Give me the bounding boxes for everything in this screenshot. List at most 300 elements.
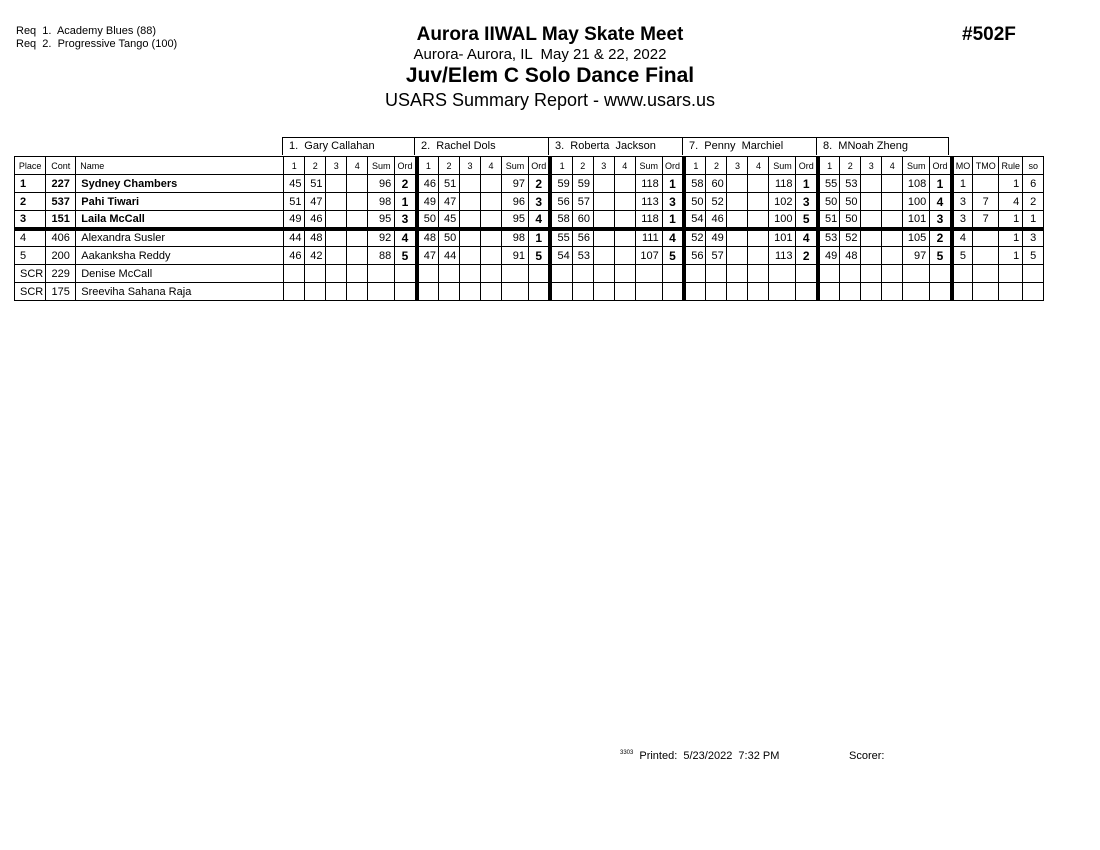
judge-5-score-1-cell: 51 (818, 211, 840, 229)
judge-5-score-4-cell (882, 193, 903, 211)
judge-2-ord-cell: 2 (528, 175, 550, 193)
name-cell: Denise McCall (76, 265, 284, 283)
judge-4-score-2-cell: 60 (706, 175, 727, 193)
judge-5-ord-cell: 5 (930, 247, 952, 265)
judge-2-col-1-header: 1 (417, 157, 439, 175)
judge-3-score-1-cell: 54 (550, 247, 572, 265)
column-header-row (15, 157, 1044, 175)
judge-1-score-4-cell (347, 265, 368, 283)
judge-1-sum-cell: 95 (368, 211, 395, 229)
table-row (15, 211, 1044, 229)
place-cell: 4 (15, 229, 46, 247)
tmo-cell (973, 175, 999, 193)
judge-2-score-4-cell (480, 247, 501, 265)
place-cell: SCR (15, 283, 46, 301)
judge-3-col-4-header: 4 (614, 157, 635, 175)
judge-5-score-2-cell (840, 265, 861, 283)
mo-cell: 4 (952, 229, 973, 247)
judge-1-col-ord-header: Ord (395, 157, 417, 175)
judge-4-ord-cell: 3 (796, 193, 818, 211)
table-row (15, 283, 1044, 301)
rule-cell: 1 (999, 211, 1023, 229)
judge-3-score-3-cell (593, 283, 614, 301)
judge-4-score-1-cell: 58 (684, 175, 706, 193)
judge-name: 1. Gary Callahan (282, 137, 415, 155)
name-cell: Aakanksha Reddy (76, 247, 284, 265)
judge-1-score-3-cell (326, 283, 347, 301)
judge-4-sum-cell: 101 (769, 229, 796, 247)
judge-5-score-3-cell (861, 283, 882, 301)
judge-2-score-3-cell (459, 265, 480, 283)
name-cell: Pahi Tiwari (76, 193, 284, 211)
scorer-label: Scorer: (849, 750, 885, 762)
judge-5-score-1-cell (818, 283, 840, 301)
judge-4-sum-cell: 102 (769, 193, 796, 211)
judge-5-score-4-cell (882, 229, 903, 247)
judge-5-sum-cell (903, 265, 930, 283)
judge-3-score-3-cell (593, 211, 614, 229)
cont-cell: 175 (46, 283, 76, 301)
table-row (15, 247, 1044, 265)
judge-3-score-4-cell (614, 211, 635, 229)
judge-5-sum-cell: 108 (903, 175, 930, 193)
so-cell: 3 (1023, 229, 1044, 247)
judge-1-col-sum-header: Sum (368, 157, 395, 175)
judge-2-score-3-cell (459, 283, 480, 301)
judge-5-score-1-cell: 49 (818, 247, 840, 265)
judge-name: 8. MNoah Zheng (816, 137, 949, 155)
judge-1-score-3-cell (326, 193, 347, 211)
judge-2-score-3-cell (459, 193, 480, 211)
judge-2-score-3-cell (459, 247, 480, 265)
judge-3-score-1-cell: 55 (550, 229, 572, 247)
judge-1-score-4-cell (347, 193, 368, 211)
judge-4-score-2-cell (706, 283, 727, 301)
judge-5-col-1-header: 1 (818, 157, 840, 175)
judge-4-score-4-cell (748, 193, 769, 211)
printed-text: Printed: 5/23/2022 7:32 PM (639, 750, 780, 762)
judge-5-score-4-cell (882, 265, 903, 283)
judge-2-ord-cell: 3 (528, 193, 550, 211)
judge-1-sum-cell: 88 (368, 247, 395, 265)
cont-header: Cont (46, 157, 76, 175)
rule-cell: 1 (999, 175, 1023, 193)
judge-2-score-3-cell (459, 175, 480, 193)
judge-1-score-4-cell (347, 175, 368, 193)
judge-5-score-2-cell: 52 (840, 229, 861, 247)
judge-3-score-3-cell (593, 175, 614, 193)
requirement-2: Req 2. Progressive Tango (100) (16, 38, 178, 50)
judge-4-score-2-cell (706, 265, 727, 283)
judge-3-score-2-cell: 60 (572, 211, 593, 229)
rule-cell: 1 (999, 229, 1023, 247)
so-cell: 5 (1023, 247, 1044, 265)
judge-1-col-1-header: 1 (284, 157, 305, 175)
judge-2-col-3-header: 3 (459, 157, 480, 175)
judge-2-score-1-cell (417, 265, 439, 283)
judge-1-ord-cell: 4 (395, 229, 417, 247)
judge-2-ord-cell (528, 265, 550, 283)
judge-4-sum-cell: 113 (769, 247, 796, 265)
cont-cell: 406 (46, 229, 76, 247)
mo-header: MO (952, 157, 973, 175)
judge-4-score-4-cell (748, 283, 769, 301)
event-number: #502F (962, 24, 1016, 45)
judge-5-ord-cell (930, 283, 952, 301)
judge-3-score-2-cell (572, 265, 593, 283)
judge-1-score-4-cell (347, 283, 368, 301)
place-header: Place (15, 157, 46, 175)
judge-3-score-4-cell (614, 175, 635, 193)
judge-5-score-3-cell (861, 265, 882, 283)
rule-cell (999, 283, 1023, 301)
judge-5-score-2-cell: 50 (840, 211, 861, 229)
judge-2-col-ord-header: Ord (528, 157, 550, 175)
judge-4-score-4-cell (748, 229, 769, 247)
judge-4-score-3-cell (727, 229, 748, 247)
judge-2-col-sum-header: Sum (501, 157, 528, 175)
judge-4-score-2-cell: 57 (706, 247, 727, 265)
judge-3-col-2-header: 2 (572, 157, 593, 175)
judge-3-score-1-cell: 58 (550, 211, 572, 229)
judge-5-col-ord-header: Ord (930, 157, 952, 175)
judge-5-ord-cell: 4 (930, 193, 952, 211)
judge-3-score-3-cell (593, 193, 614, 211)
judge-1-score-1-cell (284, 283, 305, 301)
cont-cell: 151 (46, 211, 76, 229)
judge-4-score-4-cell (748, 265, 769, 283)
judge-5-score-3-cell (861, 193, 882, 211)
meet-location-date: Aurora- Aurora, IL May 21 & 22, 2022 (413, 46, 667, 63)
judge-2-score-1-cell: 49 (417, 193, 439, 211)
judge-3-ord-cell: 1 (662, 175, 684, 193)
judge-4-score-3-cell (727, 283, 748, 301)
judge-2-score-1-cell: 46 (417, 175, 439, 193)
judge-3-ord-cell: 4 (662, 229, 684, 247)
judge-3-score-1-cell (550, 265, 572, 283)
judge-4-col-1-header: 1 (684, 157, 706, 175)
judge-1-score-1-cell: 46 (284, 247, 305, 265)
judge-1-score-3-cell (326, 211, 347, 229)
judge-2-ord-cell: 4 (528, 211, 550, 229)
judge-1-sum-cell (368, 265, 395, 283)
judge-3-score-4-cell (614, 193, 635, 211)
judge-2-score-3-cell (459, 229, 480, 247)
mo-cell: 5 (952, 247, 973, 265)
judge-5-score-2-cell: 50 (840, 193, 861, 211)
judge-5-col-3-header: 3 (861, 157, 882, 175)
so-cell (1023, 265, 1044, 283)
report-title: USARS Summary Report - www.usars.us (384, 90, 716, 110)
name-cell: Laila McCall (76, 211, 284, 229)
judge-2-score-2-cell: 47 (438, 193, 459, 211)
name-cell: Sydney Chambers (76, 175, 284, 193)
judge-2-sum-cell: 97 (501, 175, 528, 193)
judge-1-score-4-cell (347, 247, 368, 265)
judge-2-sum-cell (501, 265, 528, 283)
judge-2-col-2-header: 2 (438, 157, 459, 175)
judge-5-col-4-header: 4 (882, 157, 903, 175)
judge-5-ord-cell (930, 265, 952, 283)
judge-5-score-4-cell (882, 211, 903, 229)
judge-3-score-3-cell (593, 247, 614, 265)
tmo-cell: 7 (973, 193, 999, 211)
judge-3-score-3-cell (593, 229, 614, 247)
judge-4-col-2-header: 2 (706, 157, 727, 175)
judge-4-score-3-cell (727, 193, 748, 211)
judge-3-col-ord-header: Ord (662, 157, 684, 175)
judge-1-sum-cell: 92 (368, 229, 395, 247)
judge-2-score-2-cell: 44 (438, 247, 459, 265)
judge-5-score-2-cell: 48 (840, 247, 861, 265)
place-cell: 2 (15, 193, 46, 211)
judge-1-score-2-cell: 42 (305, 247, 326, 265)
judge-name: 7. Penny Marchiel (682, 137, 817, 155)
event-title: Juv/Elem C Solo Dance Final (405, 64, 695, 87)
judge-4-ord-cell (796, 283, 818, 301)
rule-cell: 1 (999, 247, 1023, 265)
judge-5-score-4-cell (882, 247, 903, 265)
judge-3-score-2-cell: 57 (572, 193, 593, 211)
judge-4-ord-cell (796, 265, 818, 283)
judge-4-col-sum-header: Sum (769, 157, 796, 175)
judge-3-score-1-cell: 59 (550, 175, 572, 193)
judge-2-sum-cell (501, 283, 528, 301)
judge-1-score-4-cell (347, 211, 368, 229)
table-row (15, 175, 1044, 193)
place-cell: SCR (15, 265, 46, 283)
judge-2-score-2-cell: 45 (438, 211, 459, 229)
judge-3-sum-cell: 118 (635, 175, 662, 193)
judge-1-score-4-cell (347, 229, 368, 247)
judge-4-score-4-cell (748, 247, 769, 265)
judge-4-ord-cell: 5 (796, 211, 818, 229)
judge-1-score-1-cell: 49 (284, 211, 305, 229)
judge-3-sum-cell: 118 (635, 211, 662, 229)
judge-3-col-3-header: 3 (593, 157, 614, 175)
judge-1-score-1-cell: 51 (284, 193, 305, 211)
judge-5-score-1-cell: 50 (818, 193, 840, 211)
judge-2-ord-cell (528, 283, 550, 301)
judge-1-score-3-cell (326, 175, 347, 193)
judge-5-col-2-header: 2 (840, 157, 861, 175)
requirement-1: Req 1. Academy Blues (88) (16, 25, 157, 37)
judge-3-score-4-cell (614, 283, 635, 301)
judge-1-sum-cell: 96 (368, 175, 395, 193)
judge-1-sum-cell (368, 283, 395, 301)
judge-3-col-sum-header: Sum (635, 157, 662, 175)
judge-2-score-2-cell: 51 (438, 175, 459, 193)
so-cell (1023, 283, 1044, 301)
judge-4-score-2-cell: 49 (706, 229, 727, 247)
judge-3-score-2-cell: 59 (572, 175, 593, 193)
results-table (14, 156, 1044, 301)
tmo-cell (973, 229, 999, 247)
mo-cell: 3 (952, 193, 973, 211)
judge-4-ord-cell: 2 (796, 247, 818, 265)
judge-3-sum-cell (635, 283, 662, 301)
judge-2-score-4-cell (480, 229, 501, 247)
judge-3-score-4-cell (614, 247, 635, 265)
judge-1-ord-cell: 1 (395, 193, 417, 211)
judge-4-score-3-cell (727, 247, 748, 265)
judge-4-score-1-cell: 52 (684, 229, 706, 247)
judge-2-score-1-cell: 48 (417, 229, 439, 247)
judge-1-score-2-cell (305, 283, 326, 301)
table-row (15, 265, 1044, 283)
tmo-cell (973, 283, 999, 301)
judge-3-score-2-cell: 56 (572, 229, 593, 247)
judge-3-sum-cell: 111 (635, 229, 662, 247)
tmo-cell (973, 247, 999, 265)
judge-5-score-1-cell (818, 265, 840, 283)
judge-2-score-4-cell (480, 265, 501, 283)
judge-1-ord-cell (395, 265, 417, 283)
judge-3-sum-cell (635, 265, 662, 283)
cont-cell: 227 (46, 175, 76, 193)
judge-4-col-4-header: 4 (748, 157, 769, 175)
judge-2-score-2-cell (438, 265, 459, 283)
judge-5-score-3-cell (861, 175, 882, 193)
table-row (15, 193, 1044, 211)
meet-title: Aurora IIWAL May Skate Meet (416, 24, 684, 45)
judge-4-sum-cell: 100 (769, 211, 796, 229)
judge-4-sum-cell (769, 265, 796, 283)
judge-5-ord-cell: 2 (930, 229, 952, 247)
judge-1-col-2-header: 2 (305, 157, 326, 175)
judge-1-score-2-cell: 46 (305, 211, 326, 229)
judge-5-score-3-cell (861, 211, 882, 229)
cont-cell: 229 (46, 265, 76, 283)
judge-3-col-1-header: 1 (550, 157, 572, 175)
judge-5-sum-cell: 100 (903, 193, 930, 211)
judge-name: 3. Roberta Jackson (548, 137, 683, 155)
judge-2-col-4-header: 4 (480, 157, 501, 175)
judge-5-score-4-cell (882, 283, 903, 301)
judge-4-score-2-cell: 52 (706, 193, 727, 211)
judge-4-score-3-cell (727, 175, 748, 193)
judge-3-score-3-cell (593, 265, 614, 283)
judge-5-score-2-cell (840, 283, 861, 301)
judge-2-score-2-cell (438, 283, 459, 301)
judge-2-ord-cell: 1 (528, 229, 550, 247)
judge-4-col-ord-header: Ord (796, 157, 818, 175)
judge-5-sum-cell: 97 (903, 247, 930, 265)
judge-1-score-2-cell: 48 (305, 229, 326, 247)
judge-2-sum-cell: 96 (501, 193, 528, 211)
judge-4-score-4-cell (748, 175, 769, 193)
judge-4-score-1-cell: 56 (684, 247, 706, 265)
judge-3-score-4-cell (614, 229, 635, 247)
judge-4-ord-cell: 4 (796, 229, 818, 247)
judge-5-ord-cell: 3 (930, 211, 952, 229)
judge-4-sum-cell: 118 (769, 175, 796, 193)
judge-2-score-4-cell (480, 211, 501, 229)
judge-3-ord-cell: 5 (662, 247, 684, 265)
judge-2-sum-cell: 91 (501, 247, 528, 265)
judge-3-ord-cell (662, 265, 684, 283)
judge-5-score-3-cell (861, 247, 882, 265)
judge-1-col-3-header: 3 (326, 157, 347, 175)
judge-2-score-1-cell: 47 (417, 247, 439, 265)
name-cell: Sreeviha Sahana Raja (76, 283, 284, 301)
rule-cell (999, 265, 1023, 283)
so-header: so (1023, 157, 1044, 175)
judge-5-score-1-cell: 55 (818, 175, 840, 193)
rule-cell: 4 (999, 193, 1023, 211)
judge-4-score-1-cell: 54 (684, 211, 706, 229)
judge-5-sum-cell: 105 (903, 229, 930, 247)
judge-5-score-2-cell: 53 (840, 175, 861, 193)
judge-3-ord-cell: 1 (662, 211, 684, 229)
judge-1-ord-cell: 5 (395, 247, 417, 265)
judge-5-col-sum-header: Sum (903, 157, 930, 175)
judge-3-score-2-cell (572, 283, 593, 301)
judge-1-score-1-cell: 44 (284, 229, 305, 247)
judge-4-score-3-cell (727, 211, 748, 229)
table-row (15, 229, 1044, 247)
judge-1-score-2-cell: 51 (305, 175, 326, 193)
mo-cell (952, 283, 973, 301)
judge-2-sum-cell: 98 (501, 229, 528, 247)
place-cell: 1 (15, 175, 46, 193)
cont-cell: 537 (46, 193, 76, 211)
judge-4-col-3-header: 3 (727, 157, 748, 175)
mo-cell (952, 265, 973, 283)
judge-1-ord-cell (395, 283, 417, 301)
judge-3-score-4-cell (614, 265, 635, 283)
so-cell: 1 (1023, 211, 1044, 229)
mo-cell: 3 (952, 211, 973, 229)
cont-cell: 200 (46, 247, 76, 265)
place-cell: 5 (15, 247, 46, 265)
judge-1-score-3-cell (326, 247, 347, 265)
judge-3-score-1-cell: 56 (550, 193, 572, 211)
mo-cell: 1 (952, 175, 973, 193)
report-code: 3303 (620, 750, 634, 756)
judge-3-score-1-cell (550, 283, 572, 301)
judge-1-score-1-cell: 45 (284, 175, 305, 193)
judge-5-score-3-cell (861, 229, 882, 247)
judge-5-score-4-cell (882, 175, 903, 193)
judge-1-score-3-cell (326, 265, 347, 283)
judge-1-score-2-cell (305, 265, 326, 283)
judge-name: 2. Rachel Dols (414, 137, 549, 155)
judge-4-score-4-cell (748, 211, 769, 229)
judge-3-ord-cell: 3 (662, 193, 684, 211)
judge-5-ord-cell: 1 (930, 175, 952, 193)
judge-2-ord-cell: 5 (528, 247, 550, 265)
tmo-header: TMO (973, 157, 999, 175)
name-cell: Alexandra Susler (76, 229, 284, 247)
judge-2-score-4-cell (480, 283, 501, 301)
judge-2-score-4-cell (480, 193, 501, 211)
judge-1-score-3-cell (326, 229, 347, 247)
judge-2-score-1-cell (417, 283, 439, 301)
judge-3-sum-cell: 113 (635, 193, 662, 211)
judge-3-ord-cell (662, 283, 684, 301)
so-cell: 6 (1023, 175, 1044, 193)
rule-header: Rule (999, 157, 1023, 175)
judge-4-score-2-cell: 46 (706, 211, 727, 229)
tmo-cell: 7 (973, 211, 999, 229)
judge-1-sum-cell: 98 (368, 193, 395, 211)
judge-5-sum-cell (903, 283, 930, 301)
printed-timestamp (620, 750, 779, 762)
judge-2-score-2-cell: 50 (438, 229, 459, 247)
judge-1-ord-cell: 3 (395, 211, 417, 229)
judge-2-score-1-cell: 50 (417, 211, 439, 229)
